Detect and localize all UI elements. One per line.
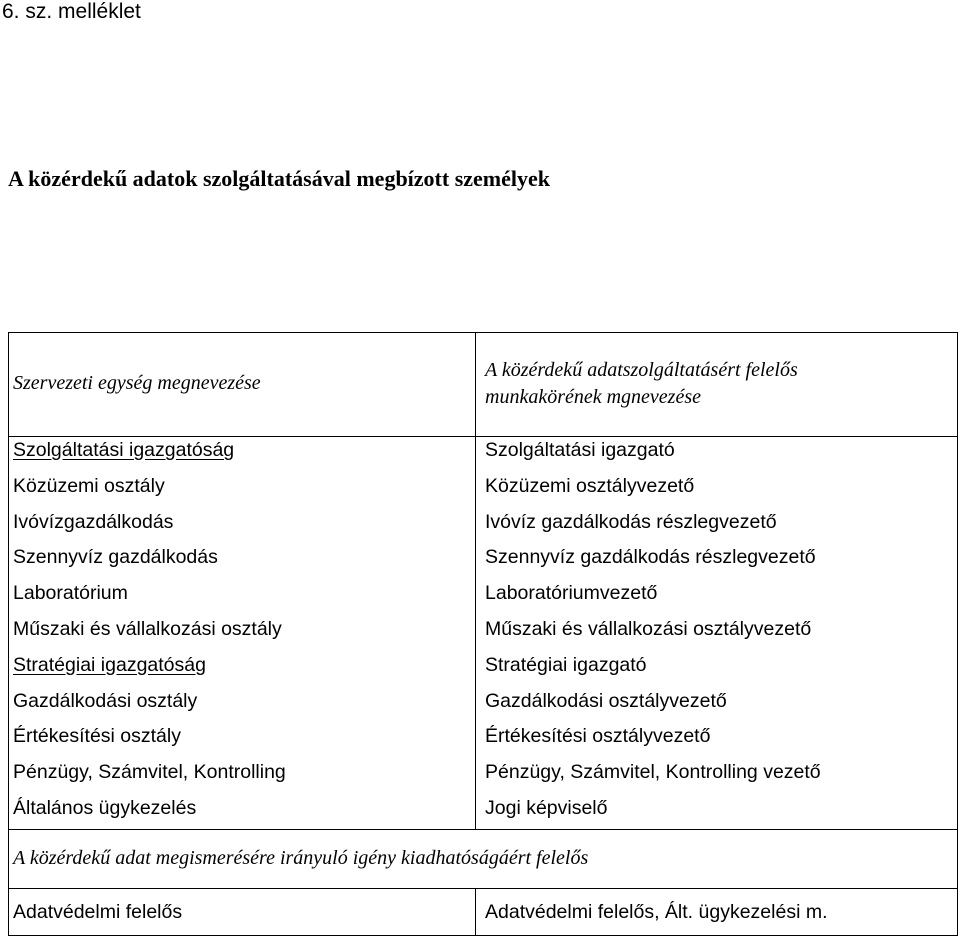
column-divider-bottom (475, 888, 476, 936)
annex-label: 6. sz. melléklet (2, 0, 141, 23)
role-item: Stratégiai igazgató (485, 653, 647, 676)
unit-column-header: Szervezeti egység megnevezése (13, 372, 261, 394)
role-item: Ivóvíz gazdálkodás részlegvezető (485, 510, 777, 533)
unit-item: Stratégiai igazgatóság (13, 653, 206, 676)
section-divider-bottom (9, 888, 957, 889)
role-item: Gazdálkodási osztályvezető (485, 689, 727, 712)
role-item: Szolgáltatási igazgató (485, 439, 675, 461)
unit-item: Szennyvíz gazdálkodás (13, 546, 218, 569)
role-item: Jogi képviselő (485, 796, 608, 819)
role-item: Pénzügy, Számvitel, Kontrolling vezető (485, 761, 821, 784)
section-divider-top (9, 829, 957, 830)
unit-item: Közüzemi osztály (13, 474, 165, 497)
role-item: Műszaki és vállalkozási osztályvezető (485, 617, 812, 640)
role-item: Értékesítési osztályvezető (485, 725, 711, 748)
unit-item: Értékesítési osztály (13, 725, 181, 748)
role-column-header-line1: A közérdekű adatszolgáltatásért felelős (485, 359, 798, 381)
unit-item: Általános ügykezelés (13, 796, 197, 819)
role-item: Közüzemi osztályvezető (485, 474, 695, 497)
column-divider (475, 333, 476, 829)
unit-list (13, 433, 286, 827)
unit-item: Pénzügy, Számvitel, Kontrolling (13, 761, 286, 784)
role-item: Laboratóriumvezető (485, 582, 658, 605)
unit-item: Laboratórium (13, 582, 128, 605)
role-column-header-line2: munkakörének mgnevezése (485, 386, 702, 408)
unit-item: Szolgáltatási igazgatóság (13, 439, 235, 461)
unit-item: Ivóvízgazdálkodás (13, 510, 174, 533)
unit-item: Műszaki és vállalkozási osztály (13, 617, 282, 640)
section-heading: A közérdekű adat megismerésére irányuló igény kiadhatóságáért felelős (13, 847, 589, 869)
document-title: A közérdekű adatok szolgáltatásával megbízott személyek (8, 166, 550, 191)
unit-item: Gazdálkodási osztály (13, 689, 198, 712)
responsibility-table (8, 332, 958, 936)
bottom-unit: Adatvédelmi felelős (13, 901, 183, 923)
role-item: Szennyvíz gazdálkodás részlegvezető (485, 546, 816, 569)
role-list (485, 433, 821, 827)
bottom-role: Adatvédelmi felelős, Ált. ügykezelési m. (485, 901, 828, 923)
